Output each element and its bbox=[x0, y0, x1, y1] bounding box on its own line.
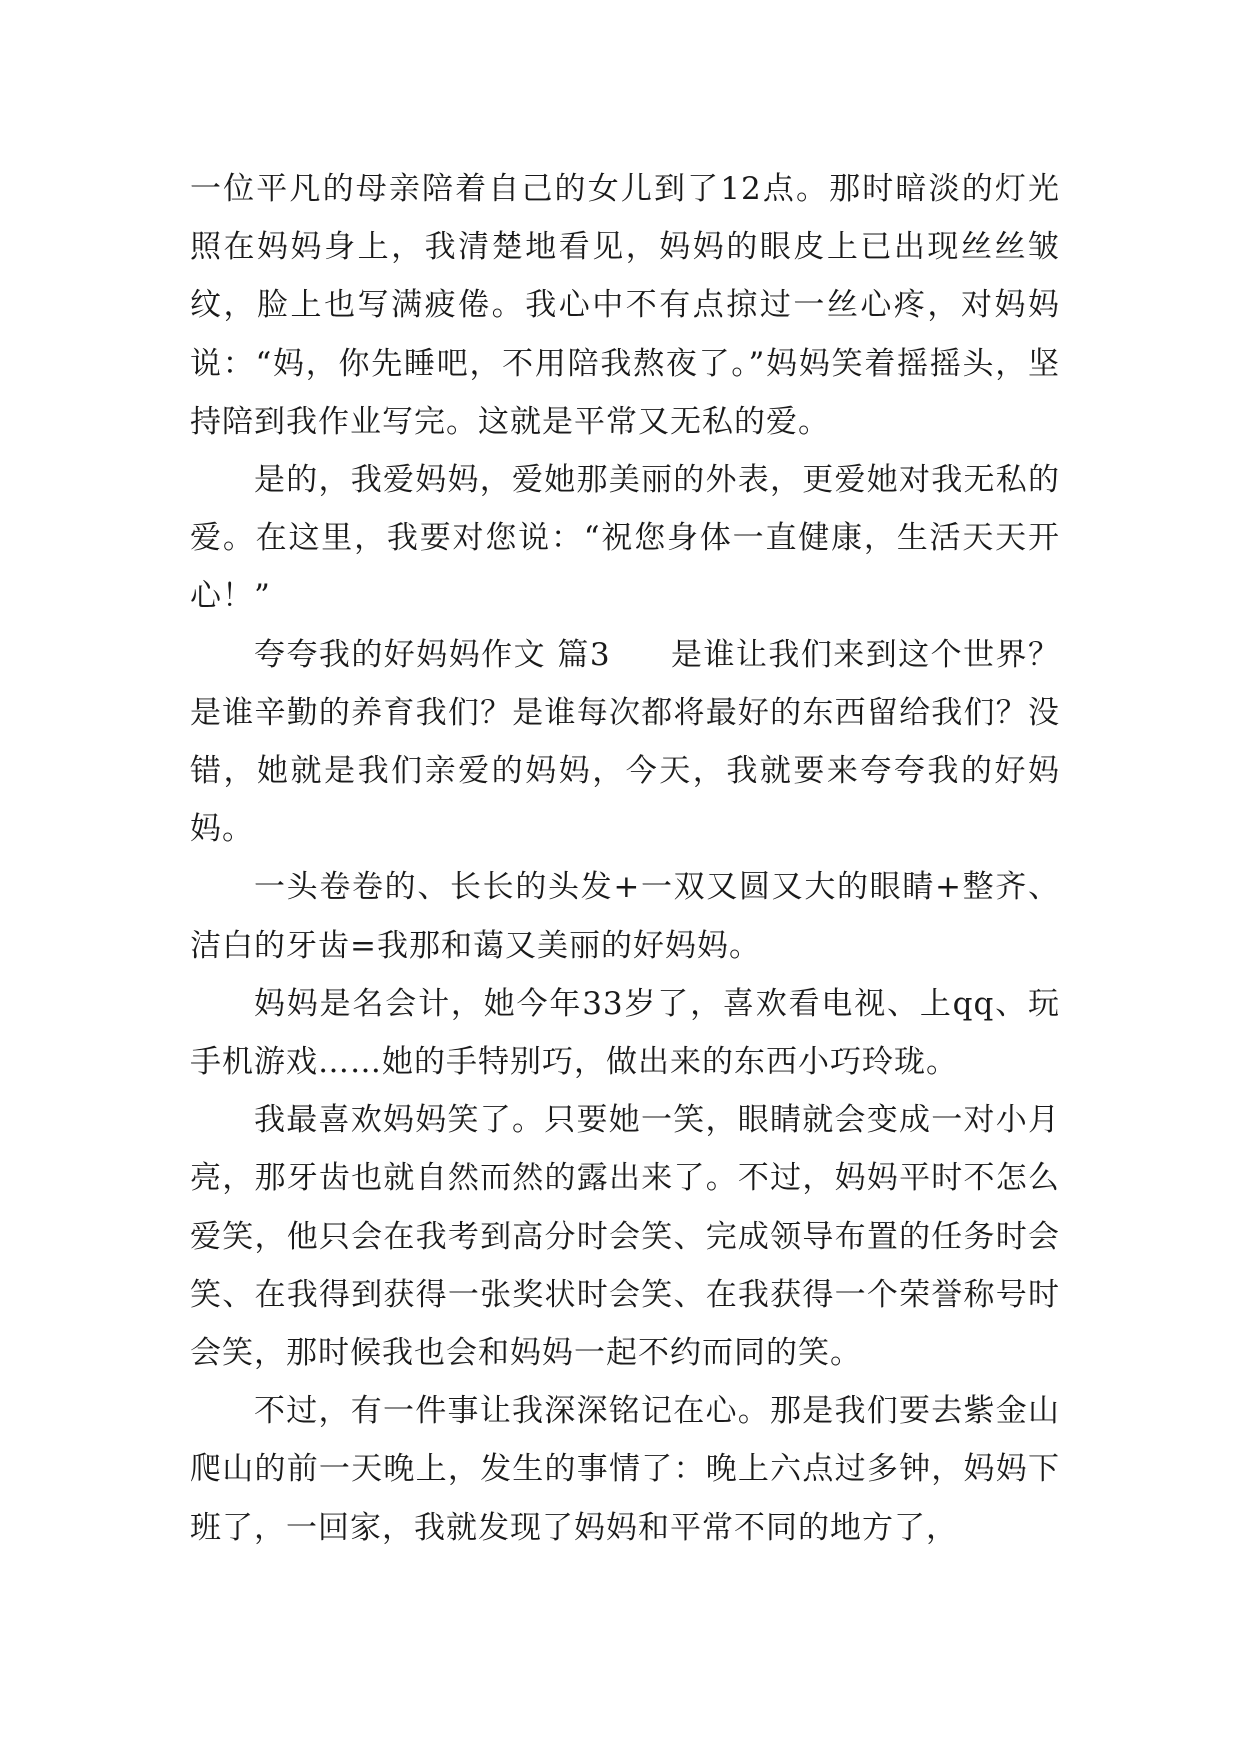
paragraph-1: 一位平凡的母亲陪着自己的女儿到了12点。那时暗淡的灯光照在妈妈身上，我清楚地看见，妈妈的眼皮上已出现丝丝皱纹，脸上也写满疲倦。我心中不有点掠过一丝心疼，对妈妈说：“妈，你先睡吧，不用陪我熬夜了。”妈妈笑着摇摇头，坚持陪到我作业写完。这就是平常又无私的爱。 bbox=[190, 171, 1060, 440]
paragraph-6: 我最喜欢妈妈笑了。只要她一笑，眼睛就会变成一对小月亮，那牙齿也就自然而然的露出来了。不过，妈妈平时不怎么爱笑，他只会在我考到高分时会笑、完成领导布置的任务时会笑、在我得到获得一张奖状时会笑、在我获得一个荣誉称号时会笑，那时候我也会和妈妈一起不约而同的笑。 bbox=[190, 1102, 1060, 1372]
paragraph-7: 不过，有一件事让我深深铭记在心。那是我们要去紫金山爬山的前一天晚上，发生的事情了：晚上六点过多钟，妈妈下班了，一回家，我就发现了妈妈和平常不同的地方了， bbox=[190, 1393, 1060, 1546]
paragraph-4: 一头卷卷的、长长的头发+一双又圆又大的眼睛+整齐、洁白的牙齿=我那和蔼又美丽的好妈妈。 bbox=[190, 869, 1060, 964]
section-heading: 夸夸我的好妈妈作文 篇3 bbox=[254, 636, 611, 673]
paragraph-2: 是的，我爱妈妈，爱她那美丽的外表，更爱她对我无私的爱。在这里，我要对您说：“祝您身体一直健康，生活天天开心！” bbox=[190, 462, 1060, 615]
paragraph-5: 妈妈是名会计，她今年33岁了，喜欢看电视、上qq、玩手机游戏……她的手特别巧，做出来的东西小巧玲珑。 bbox=[190, 985, 1060, 1081]
paragraph-3 bbox=[190, 626, 1060, 859]
article-body bbox=[190, 160, 1060, 1557]
paragraph-3-text: 是谁让我们来到这个世界？是谁辛勤的养育我们？是谁每次都将最好的东西留给我们？没错，她就是我们亲爱的妈妈，今天，我就要来夸夸我的好妈妈。 bbox=[190, 636, 1060, 848]
